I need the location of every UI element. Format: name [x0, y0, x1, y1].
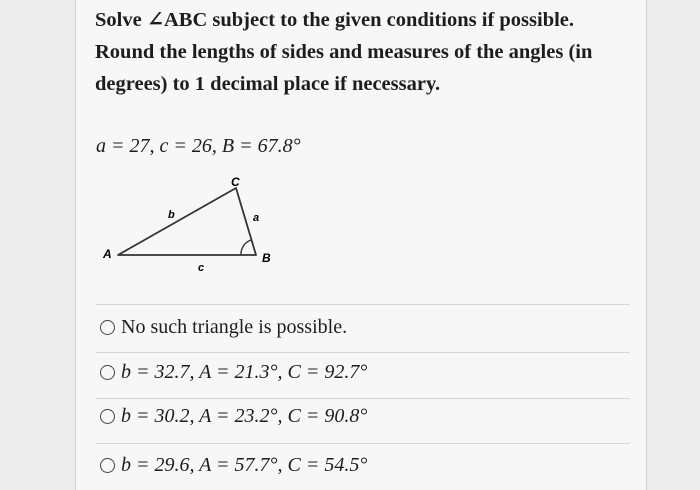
triangle-figure: [90, 172, 280, 272]
question-line-2: Round the lengths of sides and measures of the angles (in: [95, 41, 593, 63]
vertex-label-b: B: [262, 251, 271, 265]
question-line-3: degrees) to 1 decimal place if necessary.: [95, 73, 441, 95]
given-conditions: a = 27, c = 26, B = 67.8°: [96, 135, 301, 157]
option-b[interactable]: [100, 357, 620, 387]
triangle-shape: [118, 188, 256, 255]
option-no-triangle[interactable]: [100, 312, 620, 342]
radio-button[interactable]: [100, 320, 115, 335]
vertex-label-a: A: [103, 247, 112, 261]
side-label-a: a: [253, 212, 260, 224]
option-label: b = 32.7, A = 21.3°, C = 92.7°: [121, 360, 368, 383]
divider: [96, 352, 630, 353]
side-label-b: b: [168, 209, 175, 221]
radio-button[interactable]: [100, 365, 115, 380]
option-label: b = 29.6, A = 57.7°, C = 54.5°: [121, 453, 368, 476]
option-d[interactable]: [100, 450, 620, 480]
divider: [96, 398, 630, 399]
radio-button[interactable]: [100, 409, 115, 424]
divider: [96, 304, 630, 305]
question-line-1: Solve ∠ABC subject to the given conditions if possible.: [95, 9, 575, 31]
angle-b-arc: [241, 240, 251, 255]
divider: [96, 443, 630, 444]
vertex-label-c: C: [231, 175, 240, 189]
radio-button[interactable]: [100, 458, 115, 473]
side-label-c: c: [198, 262, 205, 272]
option-label: No such triangle is possible.: [121, 315, 348, 338]
question-prompt: [95, 4, 635, 100]
option-label: b = 30.2, A = 23.2°, C = 90.8°: [121, 404, 368, 427]
option-c[interactable]: [100, 401, 620, 431]
